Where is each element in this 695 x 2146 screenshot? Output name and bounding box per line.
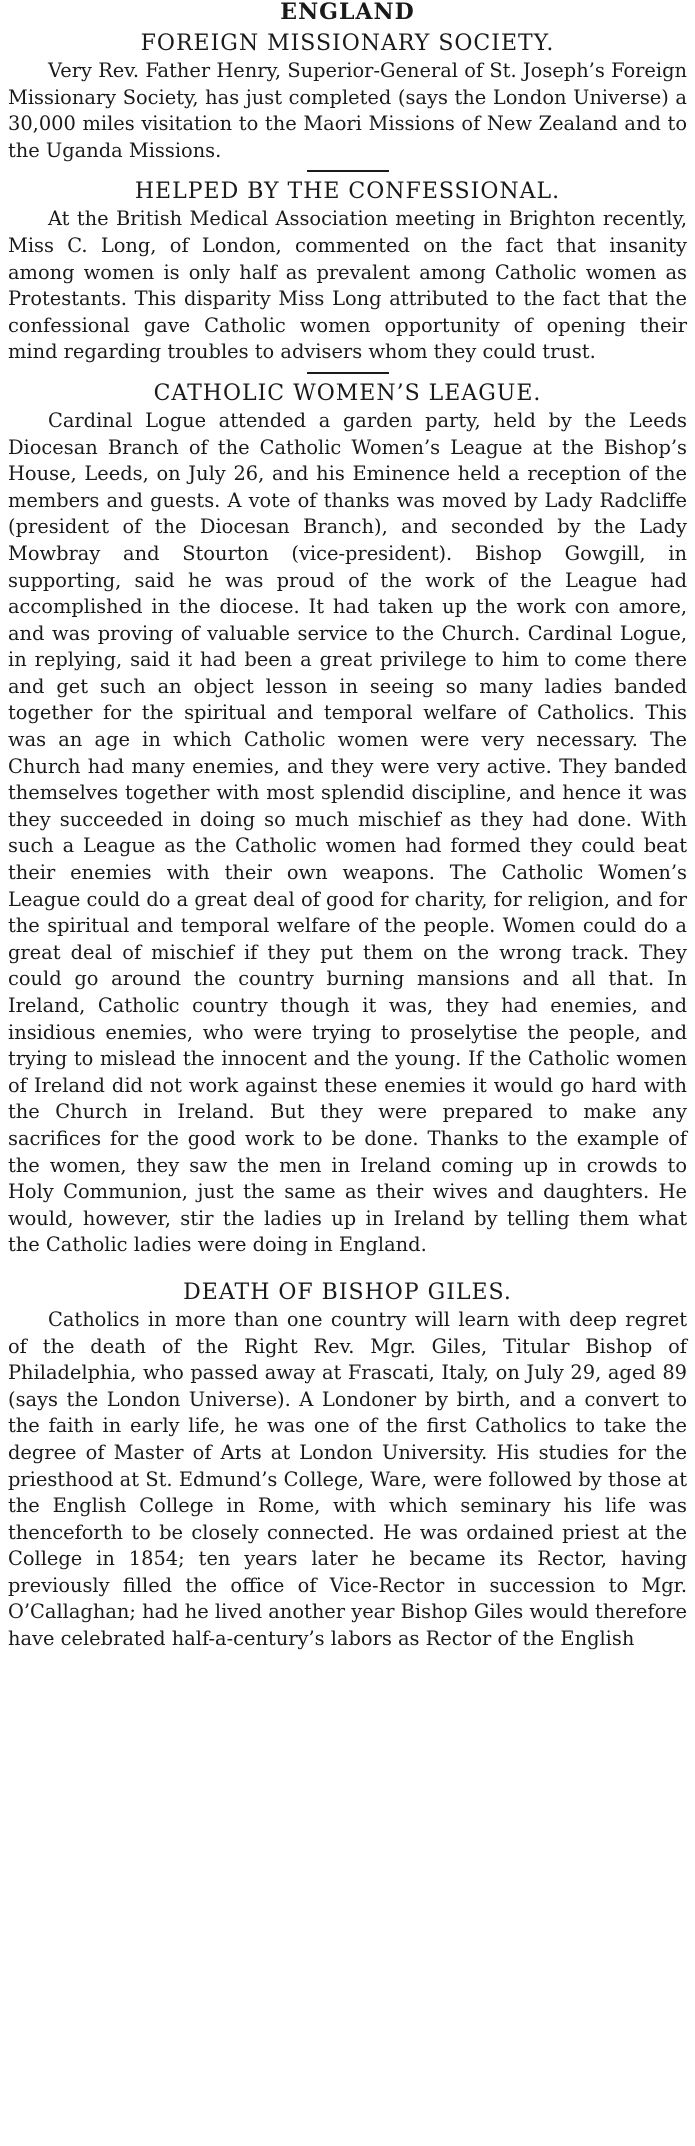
section-title: CATHOLIC WOMEN’S LEAGUE. [153,380,542,406]
section-title: HELPED BY THE CONFESSIONAL. [134,179,561,205]
section-womens-league [8,380,687,1259]
country-heading: ENGLAND [280,0,415,25]
section-title: FOREIGN MISSIONARY SOCIETY. [140,31,555,56]
section-foreign-missionary [8,30,687,164]
divider-rule [307,170,389,172]
section-title: DEATH OF BISHOP GILES. [183,1279,512,1305]
section-gap [8,1259,687,1279]
section-helped-confessional [8,178,687,366]
section-bishop-giles [8,1279,687,1653]
section-body: At the British Medical Association meeting in Brighton recently, Miss C. Long, of London, commented on the fact that insanity among women is only half as prevalent among Catholic women as Protestants. This disparity Miss Long attributed to the fact that the confessional gave Catholic women opportunity of opening their mind regarding troubles to advisers whom they could trust. [8,207,687,364]
section-body: Cardinal Logue attended a garden party, held by the Leeds Diocesan Branch of the Catholic Women’s League at the Bishop’s House, Leeds, on July 26, and his Eminence held a reception of the members and guests. A vote of thanks was moved by Lady Radcliffe (president of the Diocesan Branch), and seconded by the Lady Mowbray and Stourton (vice-president). Bishop Gowgill, in supporting, said he was proud of the work of the League had accomplished in the diocese. It had taken up the work con amore, and was proving of valuable service to the Church. Cardinal Logue, in replying, said it had been a great privilege to him to come there and get such an object lesson in seeing so many ladies banded together for the spiritual and temporal welfare of Catholics. This was an age in which Catholic women were very necessary. The Church had many enemies, and they were very active. They banded themselves together with most splendid discipline, and hence it was they succeeded in doing so much mischief as they had done. With such a League as the Catholic women had formed they could beat their enemies with their own weapons. The Catholic Women’s League could do a great deal of good for charity, for religion, and for the spiritual and temporal welfare of the people. Women could do a great deal of mischief if they put them on the wrong track. They could go around the country burning mansions and all that. In Ireland, Catholic country though it was, they had enemies, and insidious enemies, who were trying to proselytise the people, and trying to mislead the innocent and the young. If the Catholic women of Ireland did not work against these enemies it would go hard with the Church in Ireland. But they were prepared to make any sacrifices for the good work to be done. Thanks to the example of the women, they saw the men in Ireland coming up in crowds to Holy Communion, just the same as their wives and daughters. He would, however, stir the ladies up in Ireland by telling them what the Catholic ladies were doing in England. [8,408,687,1257]
section-body: Very Rev. Father Henry, Superior-General of St. Joseph’s Foreign Missionary Society, has just completed (says the London Universe) a 30,000 miles visitation to the Maori Missions of New Zealand and to the Uganda Missions. [8,59,687,162]
section-body: Catholics in more than one country will learn with deep regret of the death of the Right Rev. Mgr. Giles, Titular Bishop of Philadelphia, who passed away at Frascati, Italy, on July 29, aged 89 (says the London Universe). A Londoner by birth, and a convert to the faith in early life, he was one of the first Catholics to take the degree of Master of Arts at London University. His studies for the priesthood at St. Edmund’s College, Ware, were followed by those at the English College in Rome, with which seminary his life was thenceforth to be closely connected. He was ordained priest at the College in 1854; ten years later he became its Rector, having previously filled the office of Vice-Rector in succession to Mgr. O’Callaghan; had he lived another year Bishop Giles would therefore have celebrated half-a-century’s labors as Rector of the English [8,1307,687,1651]
divider-rule [307,372,389,374]
